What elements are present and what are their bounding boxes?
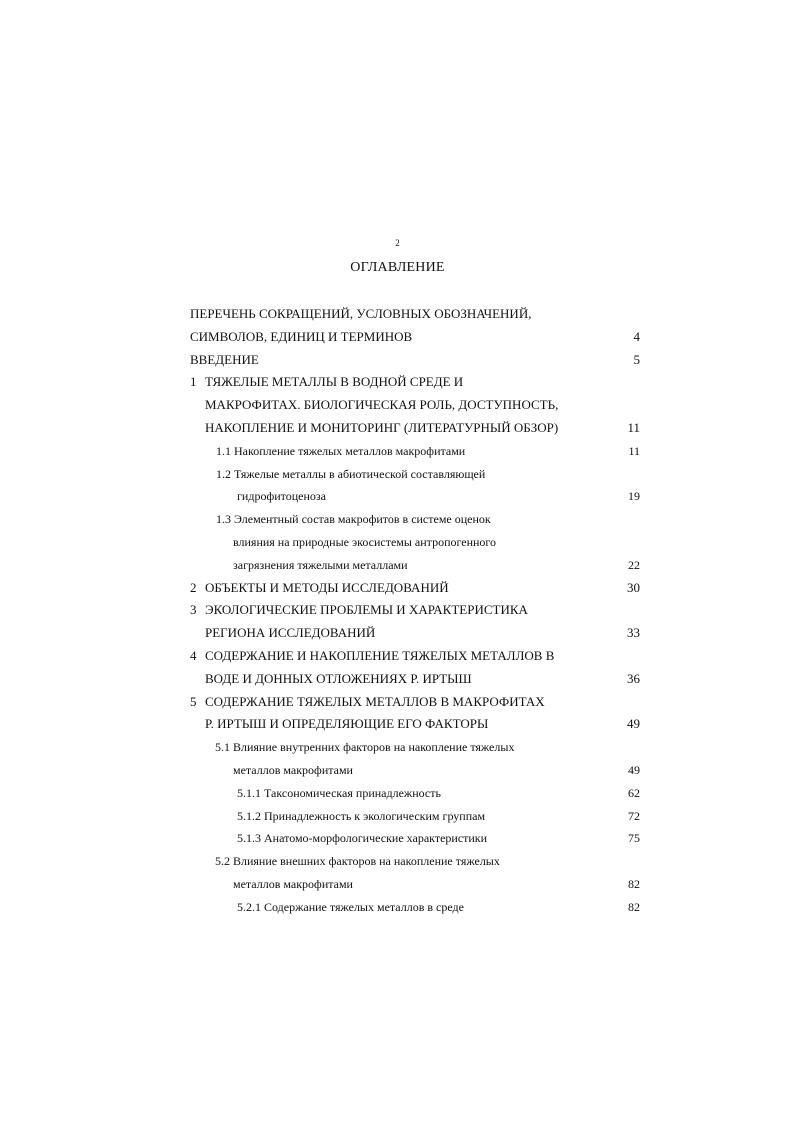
toc-entry-page: 49 [627, 716, 640, 732]
toc-entry-text: 5.2 Влияние внешних факторов на накопление тяжелых [215, 854, 500, 869]
toc-entry-text: металлов макрофитами [233, 876, 353, 891]
toc-entry [190, 554, 640, 577]
toc-entry [190, 349, 640, 372]
toc-entry-text: влияния на природные экосистемы антропогенного [233, 534, 497, 549]
toc-entry-number: 1 [190, 374, 197, 390]
toc-entry-page: 36 [627, 670, 640, 686]
toc-entry [190, 827, 640, 850]
toc-entry [190, 759, 640, 782]
toc-entry [190, 645, 640, 668]
toc-entry-text: 5.1 Влияние внутренних факторов на накопление тяжелых [215, 740, 515, 755]
page-title: ОГЛАВЛЕНИЕ [350, 260, 445, 275]
toc-entry-number: 2 [190, 579, 197, 595]
toc-entry-page: 33 [627, 625, 640, 641]
toc-entry-text: 5.1.1 Таксономическая принадлежность [237, 785, 441, 800]
toc-entry [190, 303, 640, 326]
toc-entry-text: ЭКОЛОГИЧЕСКИЕ ПРОБЛЕМЫ И ХАРАКТЕРИСТИКА [205, 602, 528, 618]
toc-entry-text: ВОДЕ И ДОННЫХ ОТЛОЖЕНИЯХ Р. ИРТЫШ [205, 670, 472, 686]
toc-entry [190, 326, 640, 349]
table-of-contents [190, 303, 640, 919]
toc-entry-text: загрязнения тяжелыми металлами [233, 557, 408, 572]
toc-entry-page: 19 [628, 489, 640, 504]
toc-entry-text: ВВЕДЕНИЕ [190, 351, 259, 367]
toc-entry [190, 736, 640, 759]
toc-entry-page: 72 [628, 808, 640, 823]
toc-entry [190, 691, 640, 714]
toc-entry-text: СОДЕРЖАНИЕ ТЯЖЕЛЫХ МЕТАЛЛОВ В МАКРОФИТАХ [205, 693, 545, 709]
toc-entry-page: 5 [633, 351, 640, 367]
toc-entry [190, 805, 640, 828]
toc-entry-text: 5.1.3 Анатомо-морфологические характеристики [237, 831, 488, 846]
toc-entry-page: 22 [628, 557, 640, 572]
toc-entry [190, 713, 640, 736]
toc-entry-page: 62 [628, 785, 640, 800]
toc-entry-text: 1.3 Элементный состав макрофитов в системе оценок [216, 512, 491, 527]
toc-entry [190, 850, 640, 873]
toc-entry-text: гидрофитоценоза [237, 489, 326, 504]
toc-entry-text: 1.1 Накопление тяжелых металлов макрофитами [216, 443, 466, 458]
page-number: 2 [395, 238, 400, 248]
toc-entry-text: ТЯЖЕЛЫЕ МЕТАЛЛЫ В ВОДНОЙ СРЕДЕ И [205, 374, 464, 390]
toc-entry-text: 1.2 Тяжелые металлы в абиотической составляющей [216, 466, 486, 481]
toc-entry [190, 485, 640, 508]
toc-entry-page: 4 [633, 328, 640, 344]
toc-entry [190, 668, 640, 691]
toc-entry [190, 440, 640, 463]
toc-entry-number: 5 [190, 693, 197, 709]
toc-entry-text: ПЕРЕЧЕНЬ СОКРАЩЕНИЙ, УСЛОВНЫХ ОБОЗНАЧЕНИЙ, [190, 306, 532, 321]
toc-entry [190, 622, 640, 645]
toc-entry-page: 11 [628, 443, 640, 458]
toc-entry [190, 782, 640, 805]
toc-entry [190, 417, 640, 440]
toc-entry-page: 30 [627, 579, 640, 595]
toc-entry-text: металлов макрофитами [233, 762, 353, 777]
toc-entry-page: 82 [628, 899, 640, 914]
toc-entry-text: ОБЪЕКТЫ И МЕТОДЫ ИССЛЕДОВАНИЙ [205, 579, 449, 595]
toc-entry-text: НАКОПЛЕНИЕ И МОНИТОРИНГ (ЛИТЕРАТУРНЫЙ ОБЗОР) [205, 419, 559, 435]
toc-entry [190, 896, 640, 919]
toc-entry-text: МАКРОФИТАХ. БИОЛОГИЧЕСКАЯ РОЛЬ, ДОСТУПНОСТЬ, [205, 397, 559, 413]
toc-entry-number: 3 [190, 602, 197, 618]
toc-entry [190, 531, 640, 554]
toc-entry-page: 82 [628, 876, 640, 891]
toc-entry-page: 49 [628, 762, 640, 777]
toc-entry [190, 508, 640, 531]
toc-entry-page: 75 [628, 831, 640, 846]
toc-entry [190, 463, 640, 486]
toc-entry-text: Р. ИРТЫШ И ОПРЕДЕЛЯЮЩИЕ ЕГО ФАКТОРЫ [205, 716, 489, 732]
toc-entry-text: СИМВОЛОВ, ЕДИНИЦ И ТЕРМИНОВ [190, 328, 413, 344]
toc-entry-number: 4 [190, 647, 197, 663]
toc-entry-text: РЕГИОНА ИССЛЕДОВАНИЙ [205, 625, 376, 641]
toc-entry-page: 11 [627, 419, 640, 435]
toc-entry-text: СОДЕРЖАНИЕ И НАКОПЛЕНИЕ ТЯЖЕЛЫХ МЕТАЛЛОВ В [205, 647, 555, 663]
toc-entry [190, 394, 640, 417]
toc-entry [190, 371, 640, 394]
toc-entry-text: 5.1.2 Принадлежность к экологическим группам [237, 808, 486, 823]
toc-entry [190, 599, 640, 622]
toc-entry [190, 577, 640, 600]
toc-entry [190, 873, 640, 896]
toc-entry-text: 5.2.1 Содержание тяжелых металлов в среде [237, 899, 464, 914]
